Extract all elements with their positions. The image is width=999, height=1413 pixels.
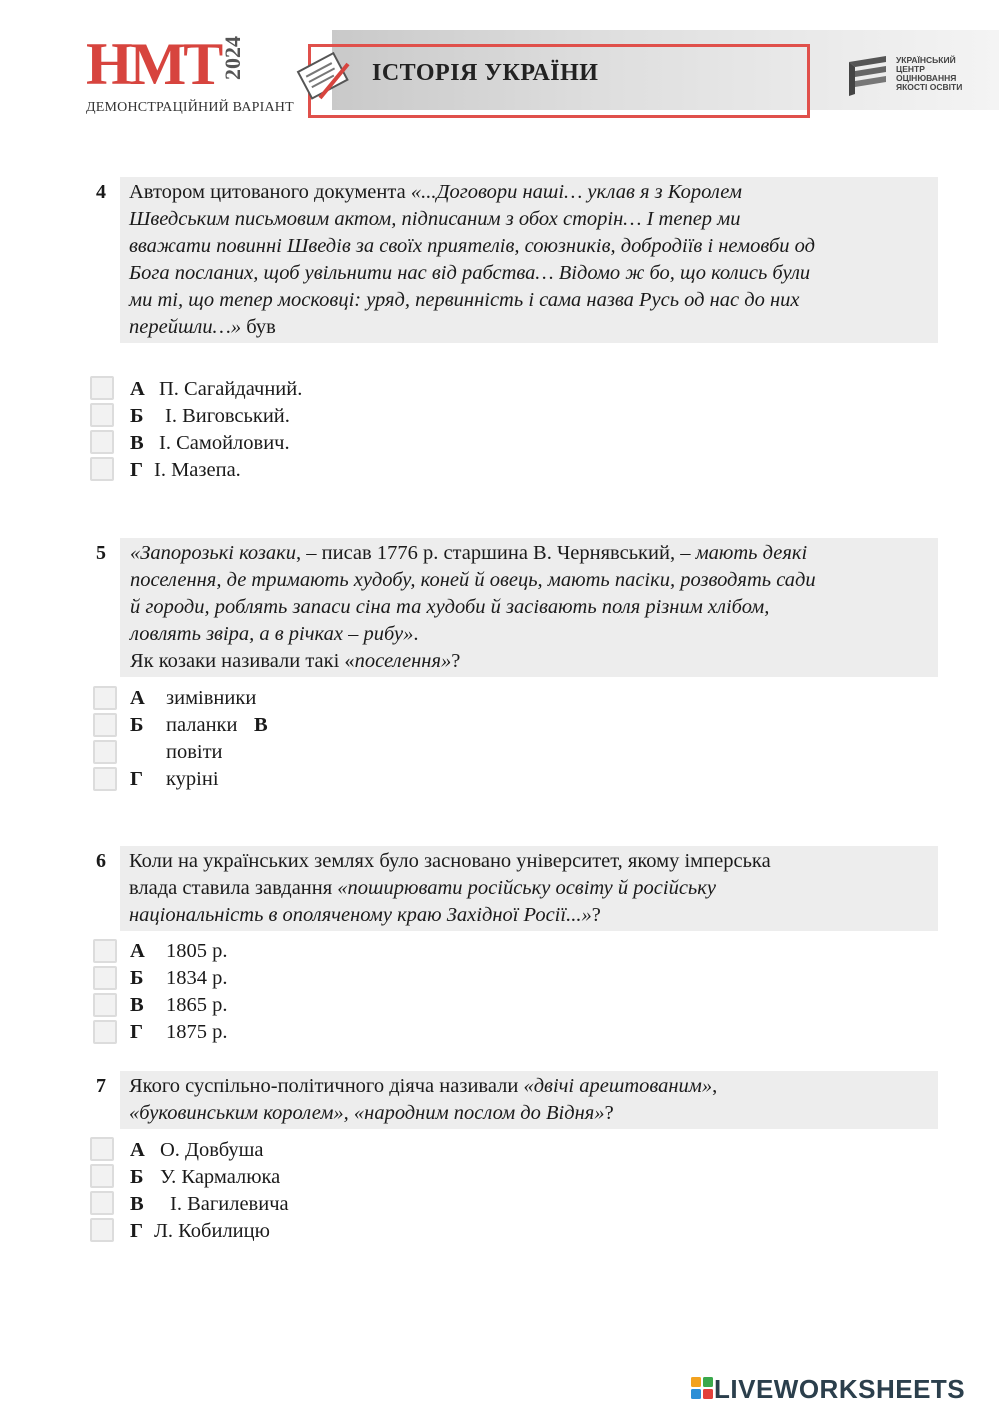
question-6-text: Коли на українських землях було засновано університет, якому імперська влада ставила завдання «поширювати російську освіту й російську національність в ополяченому краю Західної Росії...»? [120, 846, 938, 931]
ucoz-org-name: УКРАЇНСЬКИЙ ЦЕНТР ОЦІНЮВАННЯ ЯКОСТІ ОСВІТИ [896, 55, 963, 92]
nmt-logo: НМТ [86, 31, 221, 97]
answer-checkbox[interactable] [93, 740, 117, 764]
answer-checkbox[interactable] [90, 1218, 114, 1242]
answer-checkbox[interactable] [90, 1137, 114, 1161]
question-number: 4 [96, 181, 106, 203]
logo-year: 2024 [220, 36, 245, 80]
answer-checkbox[interactable] [93, 686, 117, 710]
page-header [0, 0, 999, 140]
answer-checkbox[interactable] [90, 403, 114, 427]
subject-title: ІСТОРІЯ УКРАЇНИ [372, 60, 599, 86]
question-number: 7 [96, 1075, 106, 1097]
answer-checkbox[interactable] [93, 767, 117, 791]
answer-checkbox[interactable] [93, 993, 117, 1017]
question-5-text: «Запорозькі козаки, – писав 1776 р. старшина В. Чернявський, – мають деякі поселення, де тримають худобу, коней й овець, мають пасіки, розводять сади й городи, роблять запаси сіна та худоби й засівають поля різним хлібом, ловлять звіра, а в річках – рибу». Як козаки називали такі «поселення»? [120, 538, 938, 677]
question-4-text: Автором цитованого документа «...Договори наші… уклав я з Королем Шведським письмовим актом, підписаним з обох сторін… І тепер ми вважати повинні Шведів за своїх приятелів, союзників, добродіїв і немовби од Бога посланих, щоб увільнити нас від рабства… Відомо ж бо, що колись були ми ті, що тепер московці: уряд, первинність і сама назва Русь од нас до них перейшли…» був [120, 177, 938, 343]
logo-subtitle: ДЕМОНСТРАЦІЙНИЙ ВАРІАНТ [86, 100, 294, 115]
liveworksheets-brand: LIVEWORKSHEETS [714, 1374, 966, 1404]
question-number: 5 [96, 542, 106, 564]
ucoz-emblem-icon [846, 54, 892, 98]
answer-checkbox[interactable] [90, 430, 114, 454]
question-number: 6 [96, 850, 106, 872]
answer-checkbox[interactable] [93, 966, 117, 990]
question-7-text: Якого суспільно-політичного діяча називали «двічі арештованим», «буковинським королем», «народним послом до Відня»? [120, 1071, 938, 1129]
answer-checkbox[interactable] [93, 939, 117, 963]
answer-checkbox[interactable] [90, 376, 114, 400]
answer-checkbox[interactable] [90, 457, 114, 481]
answer-checkbox[interactable] [93, 1020, 117, 1044]
papers-pen-icon [290, 48, 360, 108]
answer-checkbox[interactable] [90, 1164, 114, 1188]
ucoz-logo [846, 54, 986, 100]
answer-checkbox[interactable] [93, 713, 117, 737]
answer-checkbox[interactable] [90, 1191, 114, 1215]
liveworksheets-icon [690, 1376, 714, 1400]
